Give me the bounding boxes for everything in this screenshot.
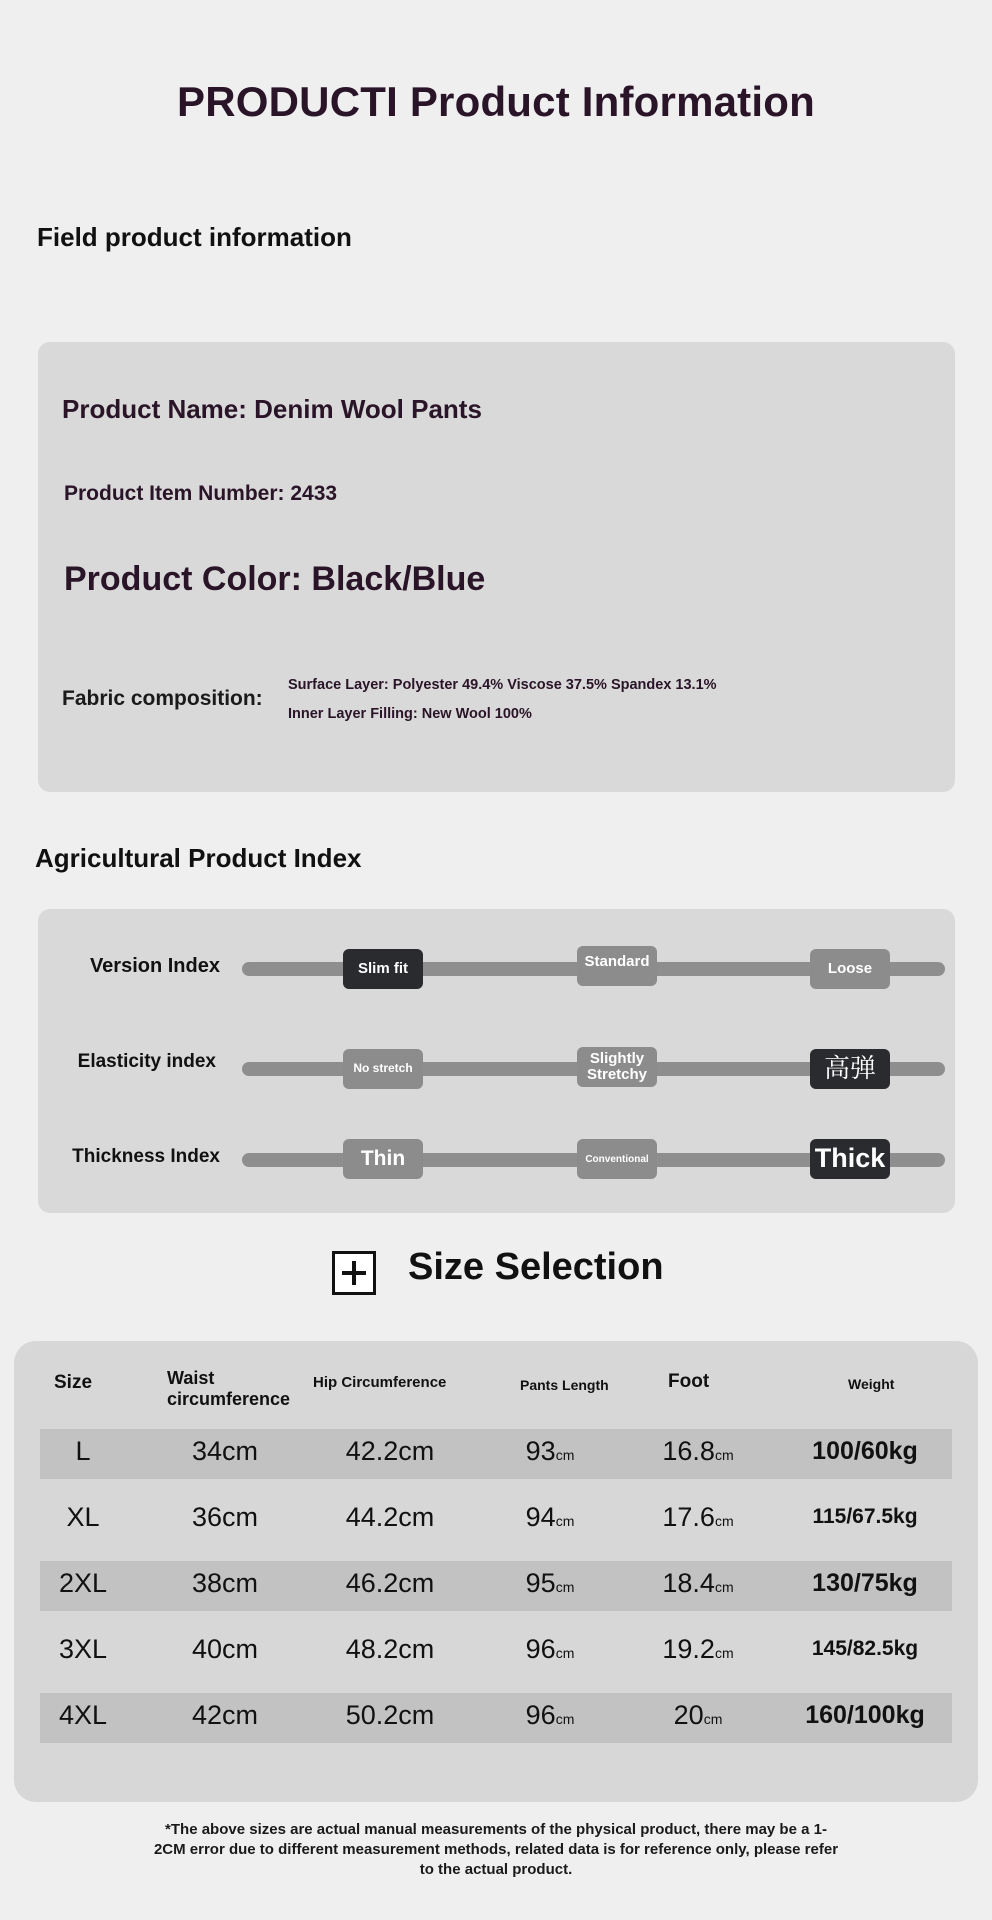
product-name: Product Name: Denim Wool Pants	[62, 394, 482, 424]
chip-thin[interactable]: Thin	[343, 1139, 423, 1179]
cell-size: XL	[66, 1502, 100, 1532]
fabric-line-inner: Inner Layer Filling: New Wool 100%	[288, 706, 532, 722]
chip-standard[interactable]: Standard	[577, 946, 657, 986]
index-section-title: Agricultural Product Index	[35, 843, 362, 873]
cell-hip: 42.2cm	[345, 1436, 435, 1466]
cell-length: 93cm	[525, 1436, 575, 1466]
chip-loose[interactable]: Loose	[810, 949, 890, 989]
cell-foot: 19.2cm	[662, 1634, 734, 1664]
header-weight: Weight	[848, 1376, 895, 1392]
cell-length: 96cm	[525, 1700, 575, 1730]
header-hip: Hip Circumference	[313, 1374, 447, 1391]
cell-hip: 46.2cm	[345, 1568, 435, 1598]
field-section-title: Field product information	[37, 222, 352, 252]
chip-conventional[interactable]: Conventional	[577, 1139, 657, 1179]
cell-size: 2XL	[58, 1568, 108, 1598]
cell-length: 96cm	[525, 1634, 575, 1664]
cell-length: 95cm	[525, 1568, 575, 1598]
chip-no-stretch[interactable]: No stretch	[343, 1049, 423, 1089]
header-pants-length: Pants Length	[520, 1377, 609, 1393]
chip-high-elastic[interactable]: 高弹	[810, 1049, 890, 1089]
cell-waist: 40cm	[191, 1634, 259, 1664]
cell-waist: 38cm	[191, 1568, 259, 1598]
cell-foot: 16.8cm	[662, 1436, 734, 1466]
cell-size: L	[75, 1436, 91, 1466]
elasticity-index-label: Elasticity index	[77, 1051, 216, 1072]
cell-length: 94cm	[525, 1502, 575, 1532]
size-selection-title: Size Selection	[408, 1246, 664, 1288]
product-color: Product Color: Black/Blue	[64, 560, 486, 598]
fabric-composition-label: Fabric composition:	[62, 687, 263, 710]
cell-foot: 17.6cm	[662, 1502, 734, 1532]
cell-foot: 20cm	[673, 1700, 723, 1730]
cell-hip: 44.2cm	[345, 1502, 435, 1532]
thickness-index-label: Thickness Index	[72, 1146, 220, 1167]
cell-waist: 34cm	[191, 1436, 259, 1466]
header-foot: Foot	[668, 1371, 710, 1392]
cell-weight: 100/60kg	[812, 1437, 918, 1465]
cell-foot: 18.4cm	[662, 1568, 734, 1598]
chip-slightly-stretchy[interactable]: Slightly Stretchy	[577, 1047, 657, 1087]
chip-thick[interactable]: Thick	[810, 1139, 890, 1179]
cell-weight: 145/82.5kg	[811, 1637, 919, 1660]
cell-hip: 50.2cm	[345, 1700, 435, 1730]
chip-slim-fit[interactable]: Slim fit	[343, 949, 423, 989]
cell-weight: 115/67.5kg	[812, 1505, 918, 1528]
cell-size: 3XL	[58, 1634, 108, 1664]
product-item-number: Product Item Number: 2433	[64, 482, 338, 505]
header-size: Size	[54, 1372, 93, 1393]
page-title: PRODUCTI Product Information	[177, 78, 815, 125]
cell-size: 4XL	[58, 1700, 108, 1730]
cell-hip: 48.2cm	[345, 1634, 435, 1664]
cell-waist: 36cm	[191, 1502, 259, 1532]
plus-square-icon	[332, 1251, 376, 1295]
size-footnote: *The above sizes are actual manual measurements of the physical product, there may be a 1-2CM error due to different measurement methods, related data is for reference only, please refer to the actual product.	[153, 1821, 839, 1878]
cell-weight: 130/75kg	[812, 1569, 918, 1597]
fabric-line-surface: Surface Layer: Polyester 49.4% Viscose 37.5% Spandex 13.1%	[288, 677, 717, 693]
header-waist: Waist circumference	[167, 1368, 291, 1409]
version-index-label: Version Index	[89, 955, 220, 977]
cell-weight: 160/100kg	[805, 1701, 925, 1729]
cell-waist: 42cm	[191, 1700, 259, 1730]
